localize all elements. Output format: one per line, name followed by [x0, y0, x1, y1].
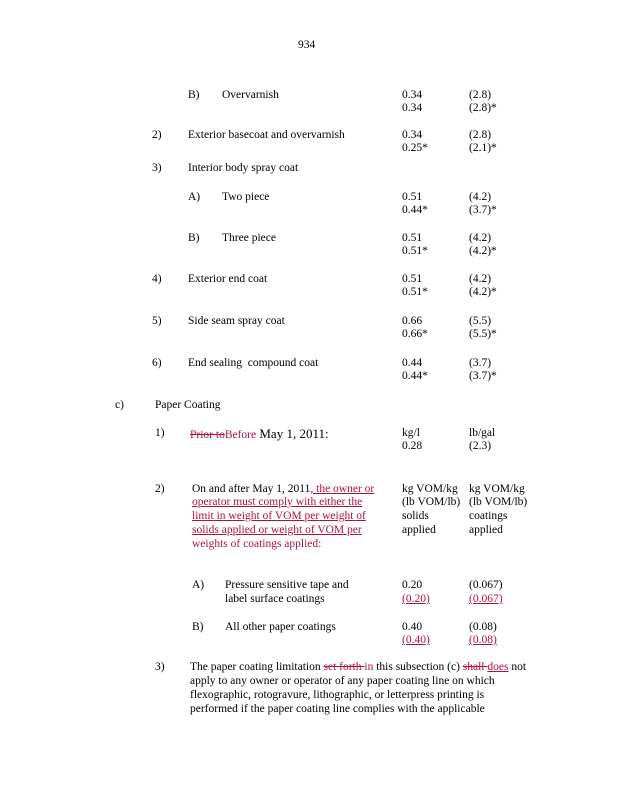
value-kg-2: 0.66*: [402, 328, 428, 340]
inserted-text: does: [487, 661, 509, 673]
column-header-solids: solids: [402, 510, 429, 522]
section-title: Paper Coating: [155, 399, 221, 411]
text-line-1: [190, 660, 526, 674]
unit-lb: lb/gal: [469, 427, 496, 439]
row-number: 6): [152, 357, 162, 369]
row-label: Interior body spray coat: [188, 162, 299, 174]
value-lb-1: (4.2): [469, 273, 492, 285]
column-header-coatings: (lb VOM/lb): [469, 496, 528, 508]
inserted-text: operator must comply with either the: [192, 496, 363, 508]
value-lb-2: (2.8)*: [469, 102, 497, 114]
text-line-2: apply to any owner or operator of any paper coating line on which: [190, 675, 495, 687]
plain-text: this subsection (c): [373, 661, 463, 673]
plain-text: not: [508, 661, 527, 673]
column-header-coatings: applied: [469, 524, 503, 536]
row-label: All other paper coatings: [225, 621, 336, 633]
value-lb-1: (2.8): [469, 129, 492, 141]
deleted-text: shall: [462, 661, 488, 673]
value-kg-1: 0.28: [402, 440, 423, 452]
section-letter: c): [115, 399, 124, 411]
row-letter: B): [192, 621, 204, 633]
value-lb-2: (2.1)*: [469, 142, 497, 154]
text-line-3: flexographic, rotogravure, lithographic, or letterpress printing is: [190, 689, 485, 701]
value-kg-1: 0.20: [402, 579, 423, 591]
row-label: Exterior end coat: [188, 273, 268, 285]
plain-text: The paper coating limitation: [190, 661, 324, 673]
value-lb-2: (0.08): [469, 634, 497, 646]
row-letter: A): [192, 579, 205, 591]
value-kg-2: (0.40): [402, 634, 430, 646]
row-label: label surface coatings: [225, 593, 325, 605]
value-lb-1: (5.5): [469, 315, 492, 327]
value-kg-2: 0.51*: [402, 245, 428, 257]
row-number: 2): [152, 129, 162, 141]
value-kg-2: 0.51*: [402, 286, 428, 298]
row-label: Overvarnish: [222, 89, 279, 101]
value-lb-2: (4.2)*: [469, 286, 497, 298]
value-kg-2: 0.34: [402, 102, 423, 114]
value-kg-1: 0.66: [402, 315, 423, 327]
value-lb-1: (4.2): [469, 191, 492, 203]
page-number: 934: [298, 39, 316, 51]
value-kg-1: 0.34: [402, 129, 423, 141]
value-lb-1: (3.7): [469, 357, 492, 369]
column-header-solids: (lb VOM/lb): [402, 496, 461, 508]
value-lb-1: (2.8): [469, 89, 492, 101]
inserted-text: Before: [224, 429, 257, 441]
row-letter: B): [188, 232, 200, 244]
row-number: 5): [152, 315, 162, 327]
row-label: End sealing compound coat: [188, 357, 319, 369]
value-lb-1: (2.3): [469, 440, 492, 452]
value-kg-1: 0.40: [402, 621, 423, 633]
row-label: Three piece: [222, 232, 276, 244]
value-kg-2: 0.44*: [402, 370, 428, 382]
column-header-solids: kg VOM/kg: [402, 483, 458, 495]
row-number: 4): [152, 273, 162, 285]
value-kg-1: 0.51: [402, 191, 423, 203]
value-kg-1: 0.51: [402, 273, 423, 285]
row-label: Pressure sensitive tape and: [225, 579, 349, 591]
label-rest: May 1, 2011:: [256, 426, 329, 441]
value-kg-1: 0.44: [402, 357, 423, 369]
value-lb-2: (3.7)*: [469, 370, 497, 382]
value-kg-1: 0.34: [402, 89, 423, 101]
row-number: 2): [155, 483, 165, 495]
value-lb-1: (0.067): [469, 579, 503, 591]
row-letter: A): [188, 191, 201, 203]
value-lb-2: (0.067): [469, 593, 503, 605]
row-number: 3): [155, 661, 165, 673]
unit-kg: kg/l: [402, 427, 420, 439]
value-kg-2: 0.25*: [402, 142, 428, 154]
deleted-text: Prior to: [190, 429, 225, 441]
inserted-text: solids applied or weight of VOM per: [192, 524, 362, 536]
inserted-text: weights of coatings applied:: [192, 538, 322, 550]
inserted-text: , the owner or: [310, 483, 375, 495]
value-lb-2: (3.7)*: [469, 204, 497, 216]
row-letter: B): [188, 89, 200, 101]
deleted-text: set forth: [323, 661, 365, 673]
value-kg-2: (0.20): [402, 593, 430, 605]
column-header-coatings: kg VOM/kg: [469, 483, 525, 495]
inserted-text: limit in weight of VOM per weight of: [192, 510, 366, 522]
value-kg-2: 0.44*: [402, 204, 428, 216]
value-lb-1: (4.2): [469, 232, 492, 244]
row-label: Side seam spray coat: [188, 315, 285, 327]
value-lb-2: (5.5)*: [469, 328, 497, 340]
row-label: [190, 426, 329, 442]
value-lb-2: (4.2)*: [469, 245, 497, 257]
inserted-text: in: [364, 661, 374, 673]
row-number: 3): [152, 162, 162, 174]
value-kg-1: 0.51: [402, 232, 423, 244]
value-lb-1: (0.08): [469, 621, 497, 633]
column-header-solids: applied: [402, 524, 436, 536]
text-line-1: [192, 482, 374, 496]
column-header-coatings: coatings: [469, 510, 508, 522]
plain-text: On and after May 1, 2011: [192, 483, 311, 495]
row-label: Two piece: [222, 191, 270, 203]
text-line-4: performed if the paper coating line complies with the applicable: [190, 703, 485, 715]
row-label: Exterior basecoat and overvarnish: [188, 129, 345, 141]
row-number: 1): [155, 427, 165, 439]
